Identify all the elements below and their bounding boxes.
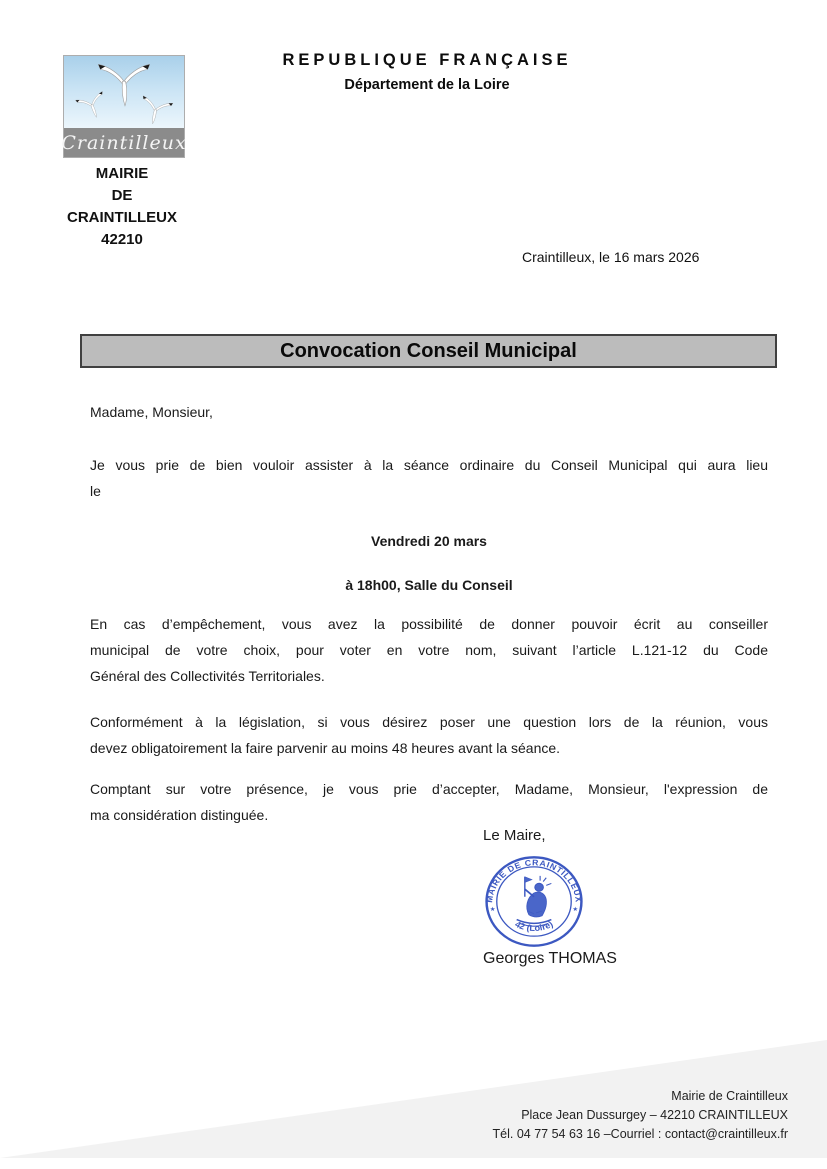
footer-line-street: Place Jean Dussurgey – 42210 CRAINTILLEUX [521,1108,788,1122]
paragraph [90,611,768,689]
footer-line-name: Mairie de Craintilleux [671,1089,788,1103]
paragraph [90,709,768,761]
document-title: Convocation Conseil Municipal [280,339,577,362]
seal-star-left-icon: ★ [489,906,496,913]
town-logo [63,55,185,158]
date-line: Craintilleux, le 16 mars 2026 [522,249,700,265]
paragraph-line: devez obligatoirement la faire parvenir au moins 48 heures avant la séance. [90,740,561,756]
paragraph-line: Conformément à la législation, si vous désirez poser une question lors de la réunion, vous [90,714,768,730]
paragraph-line: Je vous prie de bien vouloir assister à la séance ordinaire du Conseil Municipal qui aura lieu [90,457,768,473]
republic-heading: REPUBLIQUE FRANÇAISE [282,51,572,69]
signature-role: Le Maire, [483,827,546,844]
paragraph-line: Vendredi 20 mars [371,533,487,549]
logo-caption: Craintilleux [61,131,187,154]
paragraph-line: ma considération distinguée. [90,807,269,823]
paragraph [90,776,768,828]
seal-top-text: MAIRIE DE CRAINTILLEUX [483,857,585,904]
logo-caption-band [61,128,187,157]
paragraph-line: municipal de votre choix, pour voter en votre nom, suivant l’article L.121-12 du Code [90,642,768,658]
sender-line: CRAINTILLEUX [67,209,177,226]
seal-star-right-icon: ★ [572,906,579,913]
seal-marianne-figure [517,876,552,926]
paragraph-line: Comptant sur votre présence, je vous prie d’accepter, Madame, Monsieur, l'expression de [90,781,768,797]
footer-address [493,1087,788,1144]
paragraph-line: Général des Collectivités Territoriales. [90,668,325,684]
sender-line: 42210 [101,231,143,248]
paragraph [90,528,768,554]
salutation: Madame, Monsieur, [90,404,213,420]
paragraph-line: le [90,483,101,499]
footer-line-contact: Tél. 04 77 54 63 16 –Courriel : contact@craintilleux.fr [492,1127,788,1141]
paragraph [90,572,768,598]
department-heading: Département de la Loire [344,77,510,93]
mayor-seal-stamp [483,854,585,949]
paragraph [90,452,768,504]
document-title-bar [80,334,777,368]
letter-paragraphs [90,452,768,828]
sender-line: MAIRIE [95,165,149,182]
sender-line: DE [111,187,133,204]
seal-bottom-text: 42 (Loire) [513,919,555,933]
letter-body [90,399,768,828]
paragraph-line: En cas d’empêchement, vous avez la possibilité de donner pouvoir écrit au conseiller [90,616,768,632]
sender-address-block [38,163,206,251]
signature-name: Georges THOMAS [483,950,617,967]
paragraph-line: à 18h00, Salle du Conseil [345,577,513,593]
